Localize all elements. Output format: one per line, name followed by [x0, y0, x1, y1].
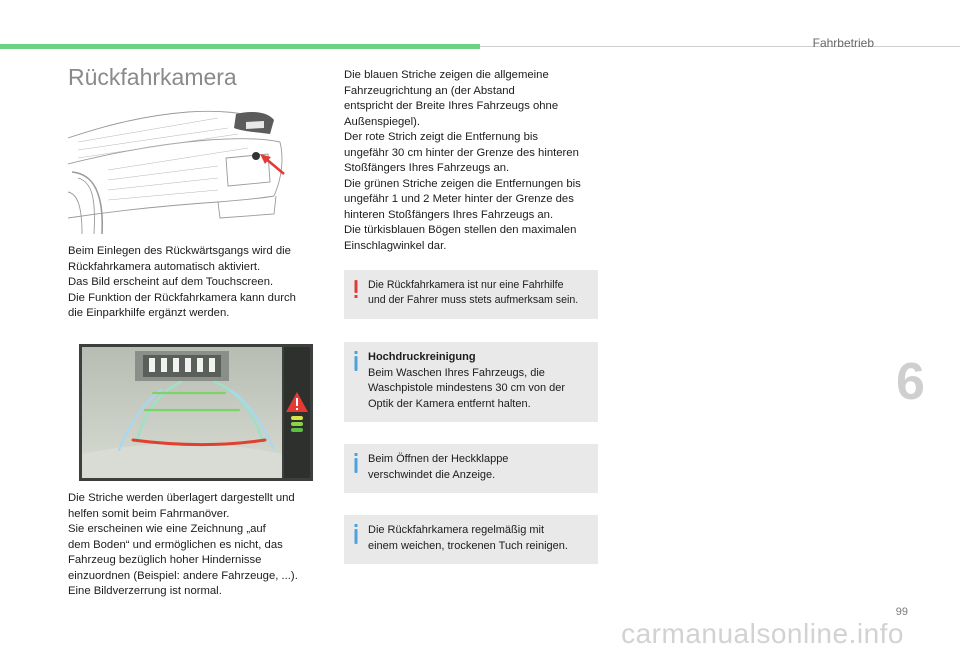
info-icon [352, 453, 360, 473]
info-box-tailgate: Beim Öffnen der Heckklappe verschwindet die Anzeige. [344, 444, 598, 493]
warning-text-line: Die Rückfahrkamera ist nur eine Fahrhilfe [368, 279, 564, 291]
info-box-heading: Hochdruckreinigung [368, 351, 476, 363]
chapter-title: Fahrbetrieb [812, 36, 874, 50]
intro-text: Beim Einlegen des Rückwärtsgangs wird die Rückfahrkamera automatisch aktiviert. Das Bild erscheint auf dem Touchscreen. Die Funktion der Rückfahrkamera kann durch die Einparkhilfe ergänzt werden. [68, 245, 296, 319]
warning-exclamation-icon [352, 279, 360, 299]
chapter-number: 6 [896, 353, 925, 411]
warning-text-line: und der Fahrer muss stets aufmerksam sein. [368, 294, 579, 306]
overlay-lines-text: Die Striche werden überlagert dargestellt und helfen somit beim Fahrmanöver. Sie erscheinen wie eine Zeichnung „auf dem Boden“ und ermöglichen es nicht, das Fahrzeug bezüglich hoher Hindernisse einzuordnen (Beispiel: andere Fahrzeuge, ...). Eine Bildverzerrung ist normal. [68, 492, 298, 597]
info-box-cleaning: Die Rückfahrkamera regelmäßig mit einem weichen, trockenen Tuch reinigen. [344, 515, 598, 564]
section-title: Rückfahrkamera [68, 64, 237, 90]
info-icon [352, 351, 360, 371]
guide-lines-explanation: Die blauen Striche zeigen die allgemeine Fahrzeugrichtung an (der Abstand entspricht der Breite Ihres Fahrzeugs ohne Außenspiegel). Der rote Strich zeigt die Entfernung bis ungefähr 30 cm hinter der Grenze des hinteren Stoßfängers Ihres Fahrzeugs an. Die grünen Striche zeigen die Entfernungen bis ungefähr 1 und 2 Meter hinter der Grenze des hinteren Stoßfängers Ihres Fahrzeugs an. Die türkisblauen Bögen stellen den maximalen Einschlagwinkel dar. [344, 69, 581, 252]
watermark: carmanualsonline.info [621, 618, 904, 649]
car-rear-camera-illustration [68, 98, 294, 238]
page-number: 99 [895, 606, 908, 618]
warning-box [344, 270, 598, 319]
info-box-pressure-washing: Hochdruckreinigung Beim Waschen Ihres Fahrzeugs, die Waschpistole mindestens 30 cm von der Optik der Kamera entfernt halten. [344, 342, 598, 422]
camera-screen-illustration [79, 344, 313, 481]
info-icon [352, 524, 360, 544]
header-divider [480, 46, 960, 47]
header-accent-bar [0, 44, 480, 49]
